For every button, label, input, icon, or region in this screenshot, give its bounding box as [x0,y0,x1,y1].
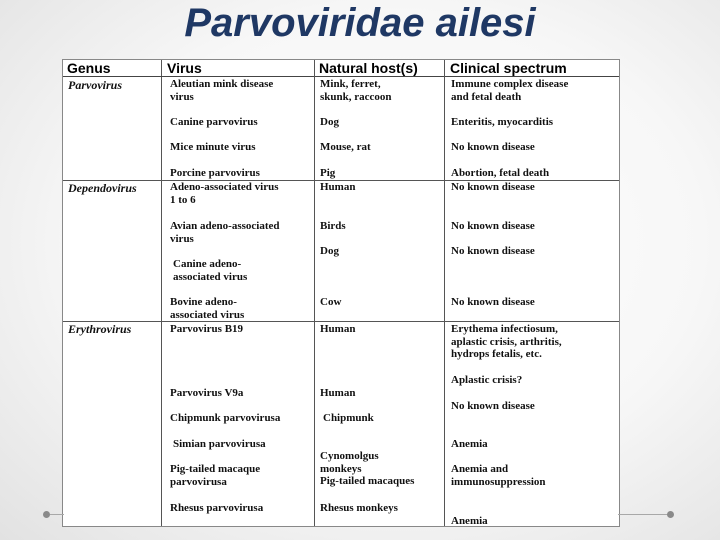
host-cell: Cynomolgus monkeys Pig-tailed macaques [320,450,415,487]
host-cell: Mink, ferret, skunk, raccoon [320,78,392,103]
clinical-cell: No known disease [451,141,535,153]
footer-rule-left [50,514,64,515]
virus-cell: Simian parvovirusa [173,438,266,450]
host-cell: Dog [320,245,339,257]
host-cell: Human [320,323,356,335]
header-genus: Genus [63,60,162,77]
header-virus: Virus [162,60,314,77]
group-divider [63,321,619,322]
host-cell: Chipmunk [323,412,374,424]
clinical-cell: No known disease [451,296,535,308]
clinical-cell: Anemia and immunosuppression [451,463,546,488]
virus-cell: Pig-tailed macaque parvovirusa [170,463,261,488]
virus-cell: Rhesus parvovirusa [170,502,264,514]
host-cell: Cow [320,296,342,308]
virus-cell: Chipmunk parvovirusa [170,412,281,424]
parvoviridae-table [62,59,620,527]
host-cell: Dog [320,116,339,128]
host-cell: Pig [320,167,336,179]
virus-cell: Mice minute virus [170,141,256,153]
virus-cell: Parvovirus B19 [170,323,244,335]
clinical-cell: Abortion, fetal death [451,167,550,179]
slide-title: Parvoviridae ailesi [184,1,536,45]
header-natural-hosts: Natural host(s) [315,60,444,77]
host-cell: Human [320,181,356,193]
virus-cell: Avian adeno-associated virus [170,220,280,245]
virus-cell: Canine parvovirus [170,116,258,128]
clinical-cell: Anemia [451,438,488,450]
virus-cell: Canine adeno- associated virus [173,258,248,283]
header-clinical-spectrum: Clinical spectrum [445,60,619,77]
clinical-cell: Erythema infectiosum, aplastic crisis, arthritis, hydrops fetalis, etc. [451,323,562,360]
clinical-cell: No known disease [451,245,535,257]
host-cell: Rhesus monkeys [320,502,398,514]
clinical-cell: No known disease [451,181,535,193]
clinical-cell: No known disease [451,220,535,232]
genus-parvovirus: Parvovirus [68,78,122,92]
virus-cell: Aleutian mink disease virus [170,78,274,103]
column-divider [444,60,445,526]
virus-cell: Bovine adeno- associated virus [170,296,245,321]
clinical-cell: Anemia [451,515,488,527]
clinical-cell: Immune complex disease and fetal death [451,78,569,103]
clinical-cell: Aplastic crisis? [451,374,523,386]
column-divider [314,60,315,526]
virus-cell: Parvovirus V9a [170,387,244,399]
footer-rule-right [618,514,670,515]
clinical-cell: No known disease [451,400,535,412]
column-divider [161,60,162,526]
genus-dependovirus: Dependovirus [68,181,137,195]
host-cell: Mouse, rat [320,141,371,153]
host-cell: Human [320,387,356,399]
virus-cell: Porcine parvovirus [170,167,260,179]
virus-cell: Adeno-associated virus 1 to 6 [170,181,279,206]
footer-dot-right [667,511,674,518]
footer-dot-left [43,511,50,518]
clinical-cell: Enteritis, myocarditis [451,116,554,128]
genus-erythrovirus: Erythrovirus [68,322,132,336]
host-cell: Birds [320,220,346,232]
